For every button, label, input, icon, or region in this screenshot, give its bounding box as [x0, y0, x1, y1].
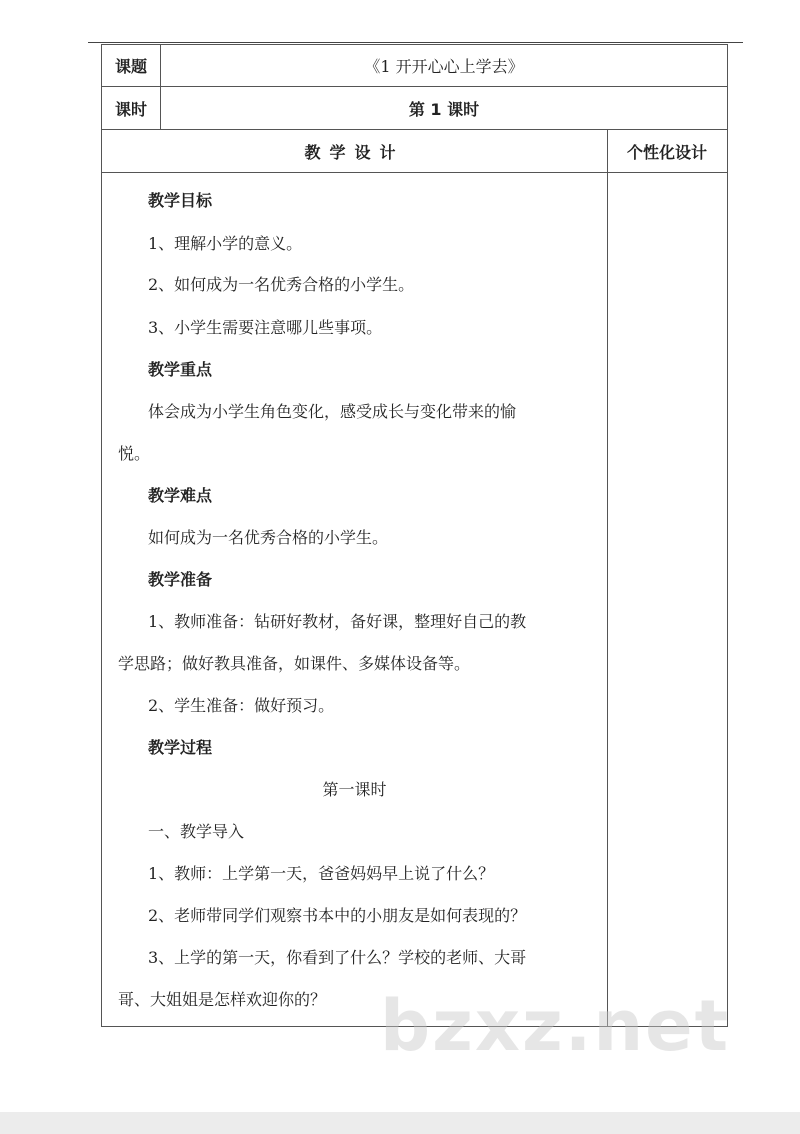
difficulty-heading: 教学难点 [148, 486, 213, 505]
design-header-row [102, 130, 727, 173]
watermark: bzxz.net [380, 985, 731, 1067]
page-top-rule [88, 42, 743, 43]
key-point-text: 体会成为小学生角色变化，感受成长与变化带来的愉 [148, 402, 517, 421]
preparation-item: 1、教师准备：钻研好教材，备好课，整理好自己的教 [148, 612, 527, 631]
key-points-heading: 教学重点 [148, 360, 213, 379]
topic-label: 课题 [102, 45, 161, 86]
lesson-plan-table [101, 44, 728, 1027]
objective-item: 3、小学生需要注意哪儿些事项。 [148, 318, 383, 337]
process-item-cont: 哥、大姐姐是怎样欢迎你的？ [118, 990, 327, 1009]
objectives-heading: 教学目标 [148, 191, 213, 210]
teaching-design-header: 教学设计 [304, 142, 405, 162]
preparation-item-cont: 学思路；做好教具准备，如课件、多媒体设备等。 [118, 654, 471, 673]
preparation-item: 2、学生准备：做好预习。 [148, 696, 335, 715]
process-item: 2、老师带同学们观察书本中的小朋友是如何表现的？ [148, 906, 527, 925]
topic-value: 《1 开开心心上学去》 [364, 57, 524, 76]
process-item: 3、上学的第一天，你看到了什么？学校的老师、大哥 [148, 948, 527, 967]
section-heading: 一、教学导入 [148, 822, 245, 841]
lesson-title: 第一课时 [322, 780, 387, 799]
objective-item: 2、如何成为一名优秀合格的小学生。 [148, 275, 415, 294]
process-item: 1、教师：上学第一天，爸爸妈妈早上说了什么？ [148, 864, 495, 883]
difficulty-text: 如何成为一名优秀合格的小学生。 [148, 528, 389, 547]
period-row [102, 87, 727, 130]
key-point-text-cont: 悦。 [118, 444, 151, 463]
page-bottom-band [0, 1112, 800, 1134]
personalized-design-header: 个性化设计 [626, 142, 707, 162]
preparation-heading: 教学准备 [148, 570, 213, 589]
topic-row [102, 45, 727, 87]
process-heading: 教学过程 [148, 738, 213, 757]
period-label: 课时 [102, 87, 161, 129]
objective-item: 1、理解小学的意义。 [148, 234, 303, 253]
period-value: 第 1 课时 [408, 99, 480, 119]
